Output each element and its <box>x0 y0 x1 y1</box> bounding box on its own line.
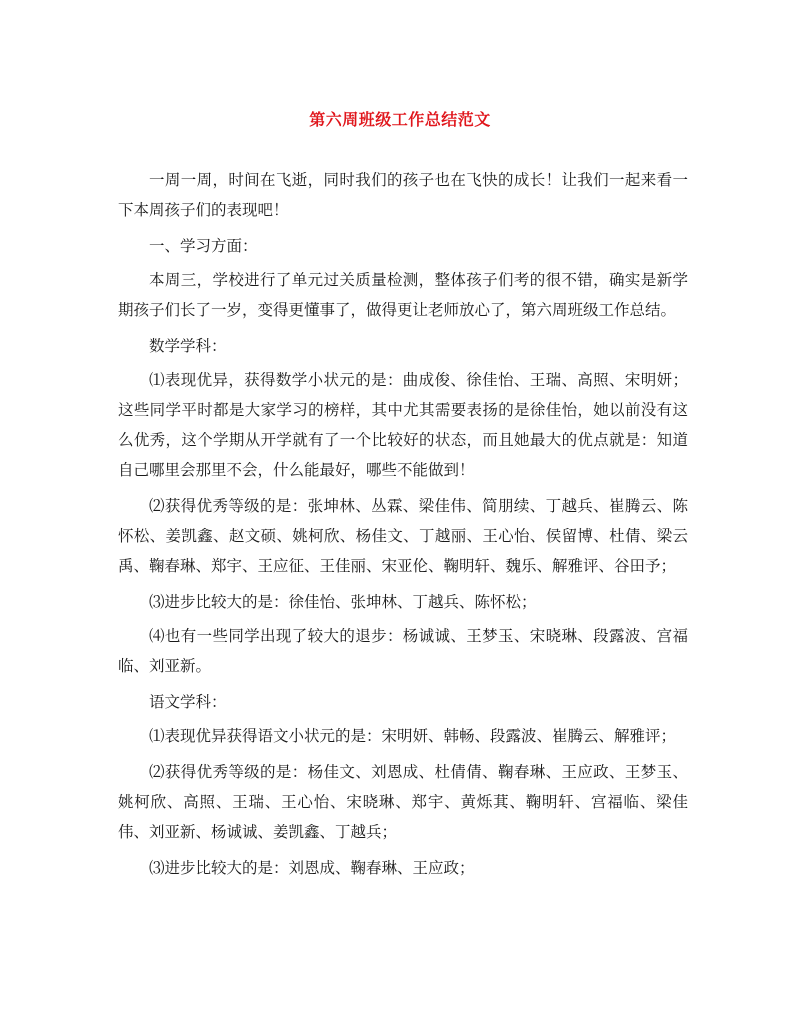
chinese-item-1: ⑴表现优异获得语文小状元的是：宋明妍、韩畅、段露波、崔腾云、解雅评； <box>149 727 677 745</box>
math-item-3: ⑶进步比较大的是：徐佳怡、张坤林、丁越兵、陈怀松； <box>149 593 537 611</box>
intro-paragraph: 一周一周，时间在飞逝，同时我们的孩子也在飞快的成长！让我们一起来看一下本周孩子们的表现吧！ <box>118 171 688 219</box>
section-heading-study: 一、学习方面： <box>149 237 258 255</box>
document-title: 第六周班级工作总结范文 <box>309 110 491 129</box>
chinese-subject-heading: 语文学科： <box>149 693 227 711</box>
chinese-item-2: ⑵获得优秀等级的是：杨佳文、刘恩成、杜倩倩、鞠春琳、王应政、王梦玉、姚柯欣、高照、王瑞、王心怡、宋晓琳、郑宇、黄烁萁、鞠明轩、宫福临、梁佳伟、刘亚新、杨诚诚、姜凯鑫、丁越兵； <box>118 763 688 841</box>
chinese-item-3: ⑶进步比较大的是：刘恩成、鞠春琳、王应政； <box>149 859 475 877</box>
math-subject-heading: 数学学科： <box>149 337 227 355</box>
document-body <box>118 165 688 889</box>
math-item-4: ⑷也有一些同学出现了较大的退步：杨诚诚、王梦玉、宋晓琳、段露波、宫福临、刘亚新。 <box>118 627 688 675</box>
exam-paragraph: 本周三，学校进行了单元过关质量检测，整体孩子们考的很不错，确实是新学期孩子们长了一岁，变得更懂事了，做得更让老师放心了，第六周班级工作总结。 <box>118 271 688 319</box>
math-item-2: ⑵获得优秀等级的是：张坤林、丛霖、梁佳伟、简朋续、丁越兵、崔腾云、陈怀松、姜凯鑫、赵文硕、姚柯欣、杨佳文、丁越丽、王心怡、侯留博、杜倩、梁云禹、鞠春琳、郑宇、王应征、王佳丽、宋亚伦、鞠明轩、魏乐、解雅评、谷田予； <box>118 497 688 575</box>
math-item-1: ⑴表现优异，获得数学小状元的是：曲成俊、徐佳怡、王瑞、高照、宋明妍；这些同学平时都是大家学习的榜样，其中尤其需要表扬的是徐佳怡，她以前没有这么优秀，这个学期从开学就有了一个比较好的状态，而且她最大的优点就是：知道自己哪里会那里不会，什么能最好，哪些不能做到！ <box>118 371 688 479</box>
